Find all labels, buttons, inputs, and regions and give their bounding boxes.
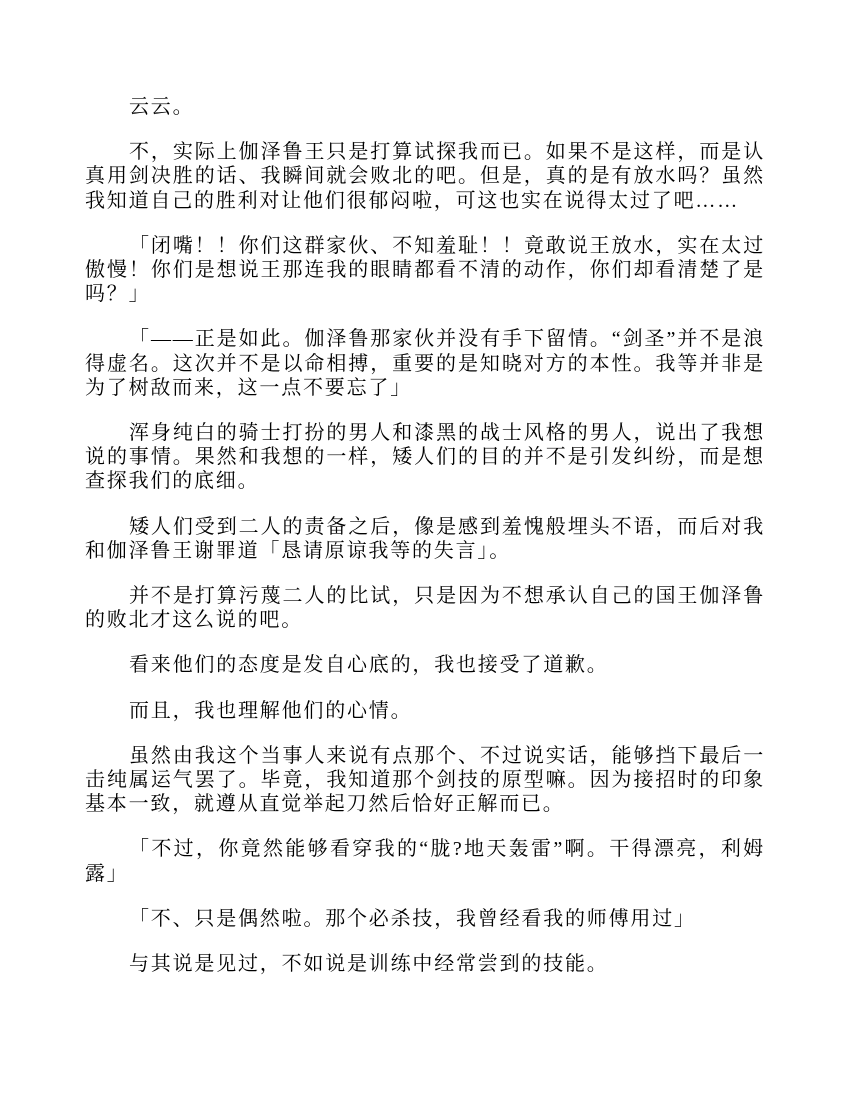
paragraph-11: 「不过，你竟然能够看穿我的“胧?地天轰雷”啊。干得漂亮，利姆露」 [85,838,765,885]
paragraph-4: 「——正是如此。伽泽鲁那家伙并没有手下留情。“剑圣”并不是浪得虚名。这次并不是以命相搏，重要的是知晓对方的本性。我等并非是为了树敌而来，这一点不要忘了」 [85,328,765,399]
paragraph-13: 与其说是见过，不如说是训练中经常尝到的技能。 [129,953,609,976]
paragraph-6: 矮人们受到二人的责备之后，像是感到羞愧般埋头不语，而后对我和伽泽鲁王谢罪道「恳请原谅我等的失言」。 [85,515,765,562]
paragraph-10: 虽然由我这个当事人来说有点那个、不过说实话，能够挡下最后一击纯属运气罢了。毕竟，我知道那个剑技的原型嘛。因为接招时的印象基本一致，就遵从直觉举起刀然后恰好正解而已。 [85,744,765,816]
paragraph-5: 浑身纯白的骑士打扮的男人和漆黑的战士风格的男人，说出了我想说的事情。果然和我想的一样，矮人们的目的并不是引发纠纷，而是想查探我们的底细。 [85,422,765,493]
paragraph-9: 而且，我也理解他们的心情。 [129,699,413,722]
paragraph-12: 「不、只是偶然啦。那个必杀技，我曾经看我的师傅用过」 [129,907,696,930]
text-column [85,95,765,976]
paragraph-2: 不，实际上伽泽鲁王只是打算试探我而已。如果不是这样，而是认真用剑决胜的话、我瞬间就会败北的吧。但是，真的是有放水吗？虽然我知道自己的胜利对让他们很郁闷啦，可这也实在说得太过了吧…… [85,141,765,212]
paragraph-3: 「闭嘴！！你们这群家伙、不知羞耻！！竟敢说王放水，实在太过傲慢！你们是想说王那连我的眼睛都看不清的动作，你们却看清楚了是吗？」 [85,234,765,306]
paragraph-7: 并不是打算污蔑二人的比试，只是因为不想承认自己的国王伽泽鲁的败北才这么说的吧。 [85,585,765,632]
paragraph-8: 看来他们的态度是发自心底的，我也接受了道歉。 [129,654,609,677]
paragraph-1: 云云。 [129,96,195,118]
